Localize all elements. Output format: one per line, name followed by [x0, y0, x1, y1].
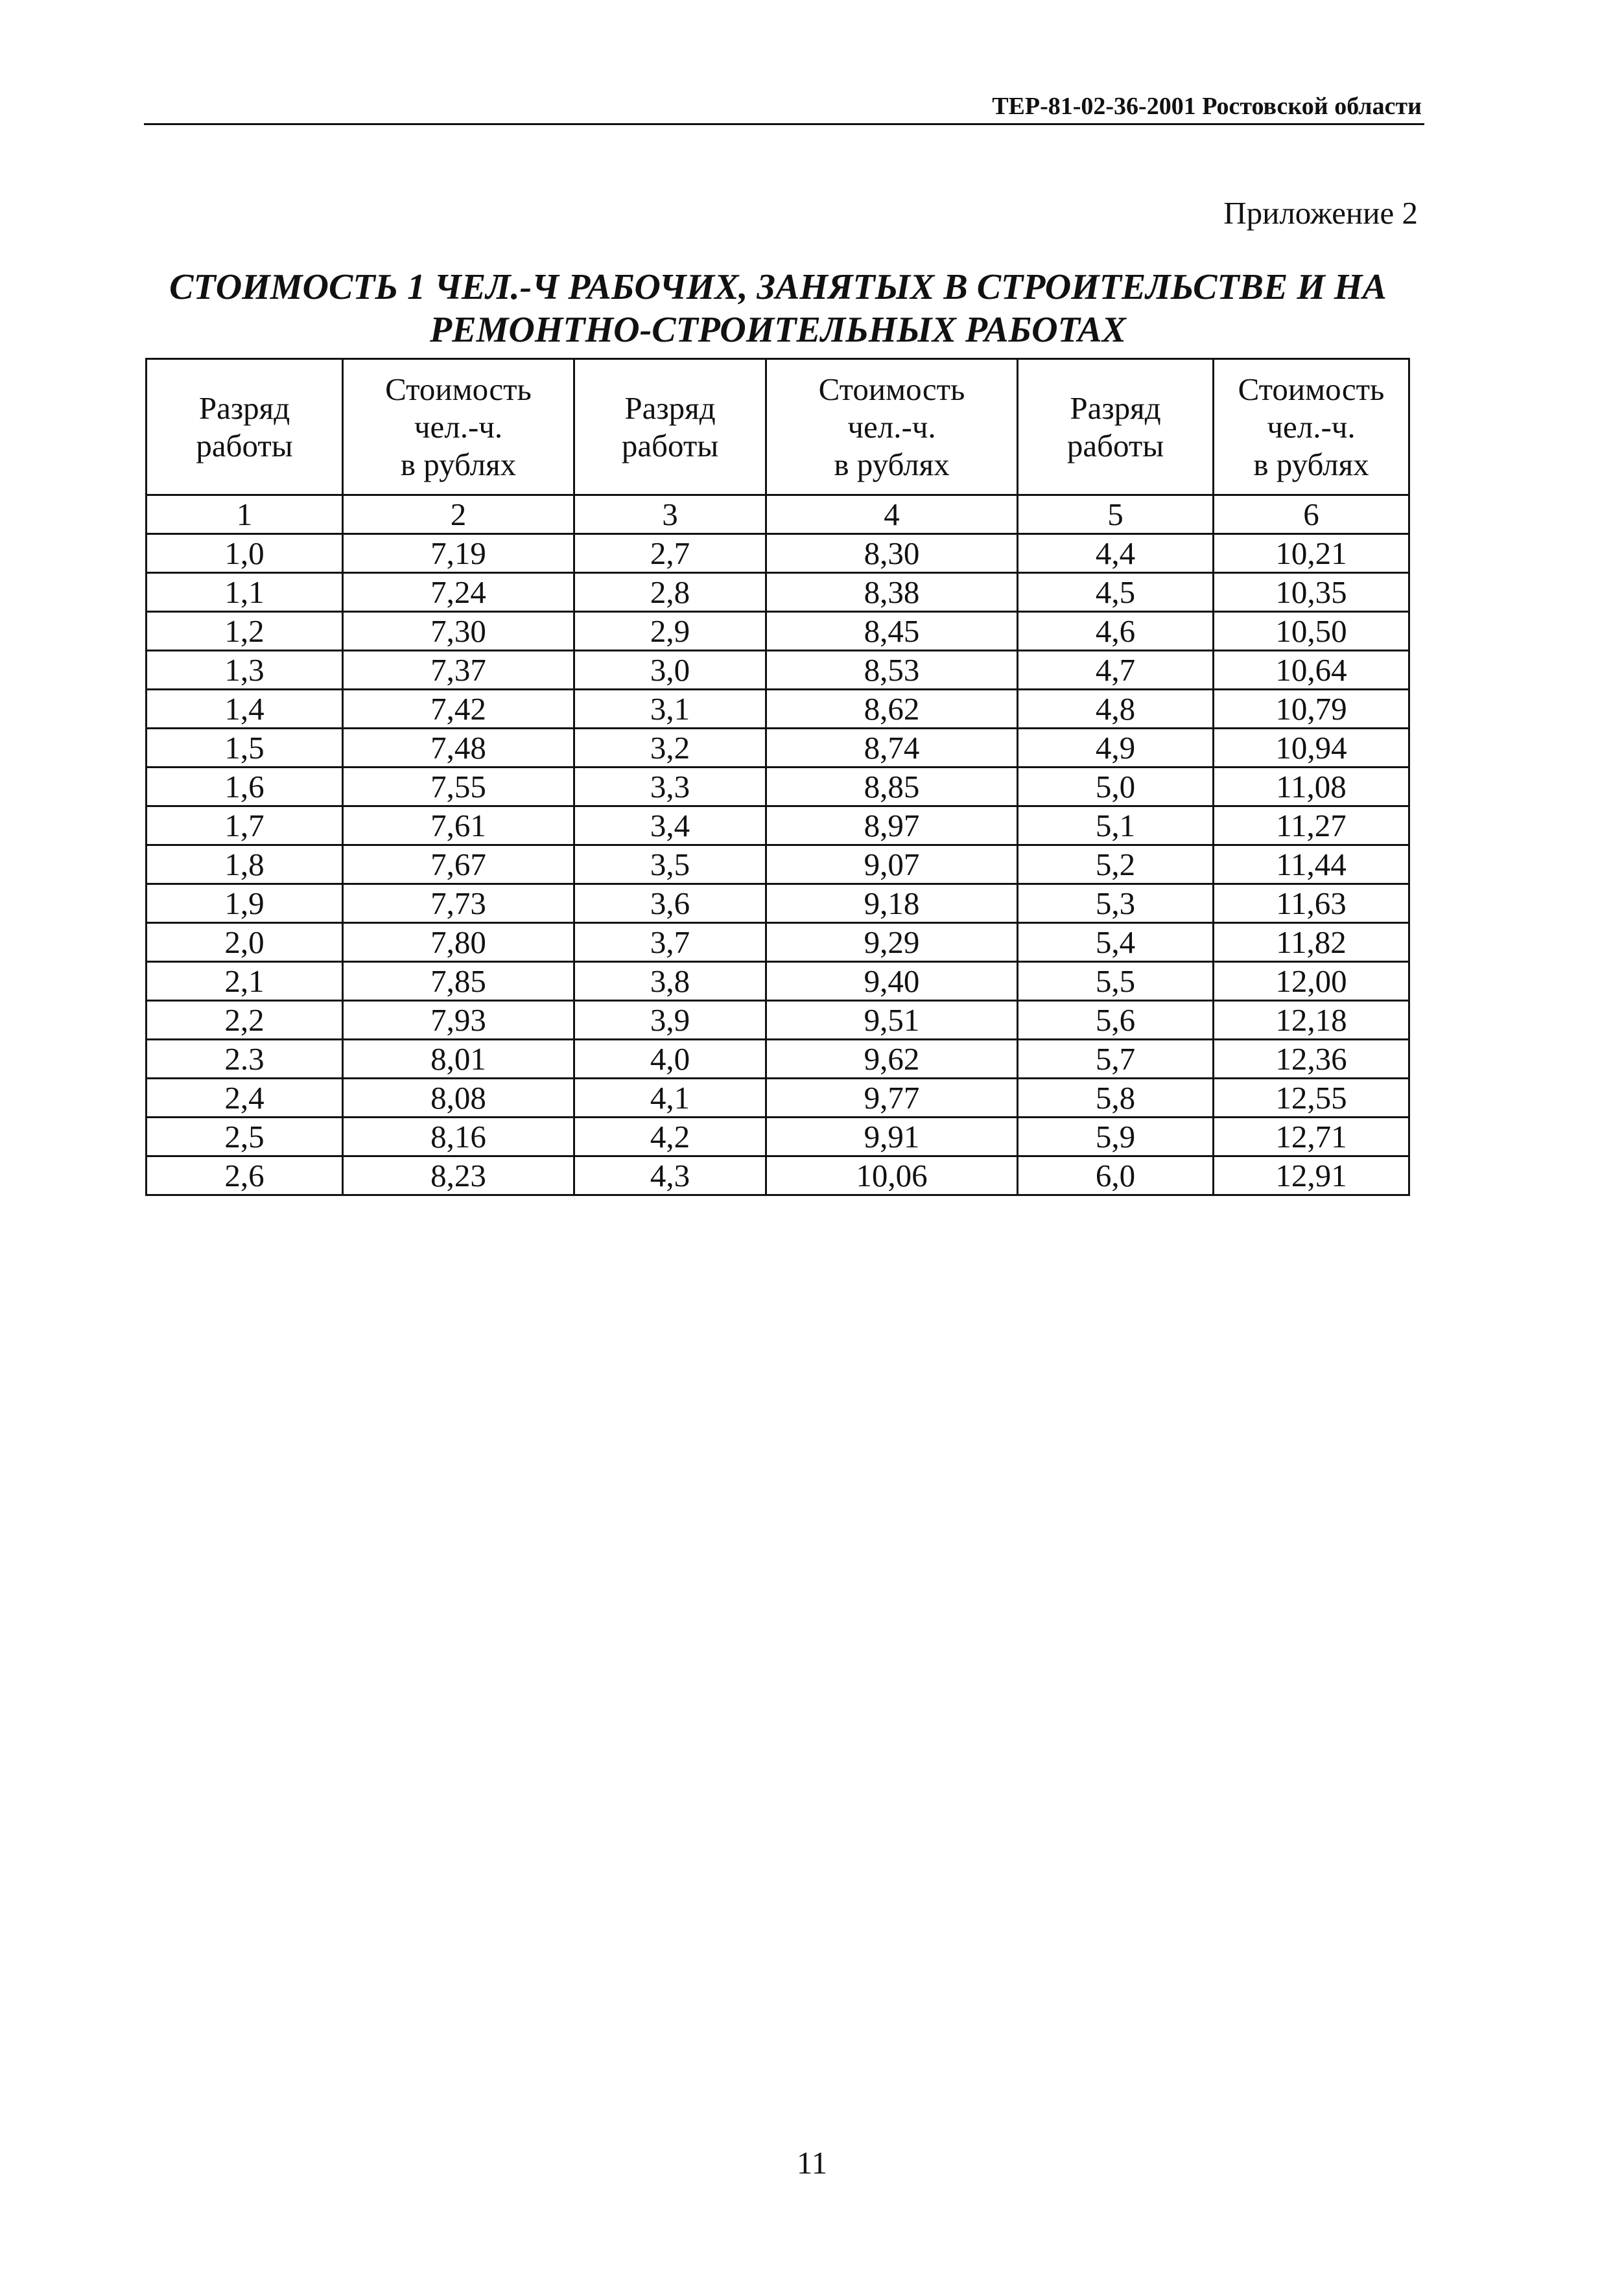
grade-cell: 3,7 — [574, 923, 766, 962]
cost-cell: 12,36 — [1214, 1040, 1409, 1079]
cost-cell: 7,93 — [343, 1001, 574, 1040]
grade-cell: 5,3 — [1018, 884, 1214, 923]
column-number: 2 — [343, 495, 574, 534]
cost-cell: 8,30 — [766, 534, 1018, 573]
cost-cell: 8,38 — [766, 573, 1018, 612]
cost-cell: 10,79 — [1214, 690, 1409, 729]
table-row — [147, 690, 1409, 729]
grade-cell: 3,5 — [574, 845, 766, 884]
cost-cell: 11,82 — [1214, 923, 1409, 962]
table-body — [147, 534, 1409, 1195]
column-number: 1 — [147, 495, 343, 534]
table-row — [147, 1118, 1409, 1156]
column-header — [766, 359, 1018, 495]
column-header-line: чел.-ч. — [1267, 408, 1356, 445]
page-number: 11 — [796, 2145, 828, 2181]
column-header — [1214, 359, 1409, 495]
cost-cell: 7,30 — [343, 612, 574, 651]
cost-cell: 7,55 — [343, 768, 574, 806]
table-row — [147, 884, 1409, 923]
cost-cell: 11,08 — [1214, 768, 1409, 806]
table-row — [147, 923, 1409, 962]
cost-cell: 9,18 — [766, 884, 1018, 923]
column-number: 3 — [574, 495, 766, 534]
grade-cell: 4,2 — [574, 1118, 766, 1156]
cost-cell: 8,74 — [766, 729, 1018, 768]
grade-cell: 5,4 — [1018, 923, 1214, 962]
column-header-line: Стоимость — [385, 371, 532, 407]
grade-cell: 5,1 — [1018, 806, 1214, 845]
grade-cell: 3,3 — [574, 768, 766, 806]
table-row — [147, 768, 1409, 806]
cost-cell: 8,85 — [766, 768, 1018, 806]
grade-cell: 4,7 — [1018, 651, 1214, 690]
grade-cell: 5,8 — [1018, 1079, 1214, 1118]
cost-cell: 9,07 — [766, 845, 1018, 884]
appendix-label: Приложение 2 — [1223, 195, 1418, 231]
table-row — [147, 534, 1409, 573]
column-header — [343, 359, 574, 495]
grade-cell: 1,9 — [147, 884, 343, 923]
cost-cell: 8,01 — [343, 1040, 574, 1079]
grade-cell: 1,1 — [147, 573, 343, 612]
cost-cell: 7,73 — [343, 884, 574, 923]
document-code: ТЕР-81-02-36-2001 Ростовской области — [992, 93, 1422, 120]
cost-cell: 10,50 — [1214, 612, 1409, 651]
grade-cell: 2,7 — [574, 534, 766, 573]
grade-cell: 1,2 — [147, 612, 343, 651]
grade-cell: 4,6 — [1018, 612, 1214, 651]
cost-cell: 8,53 — [766, 651, 1018, 690]
table-row — [147, 1079, 1409, 1118]
grade-cell: 2.3 — [147, 1040, 343, 1079]
cost-cell: 10,35 — [1214, 573, 1409, 612]
column-header-line: Разряд — [198, 390, 290, 426]
grade-cell: 5,0 — [1018, 768, 1214, 806]
column-number-row — [147, 495, 1409, 534]
grade-cell: 5,9 — [1018, 1118, 1214, 1156]
cost-cell: 11,27 — [1214, 806, 1409, 845]
cost-cell: 7,80 — [343, 923, 574, 962]
column-header-line: Стоимость — [818, 371, 965, 407]
cost-cell: 7,42 — [343, 690, 574, 729]
grade-cell: 1,4 — [147, 690, 343, 729]
column-header-line: работы — [196, 427, 293, 463]
table-row — [147, 1156, 1409, 1195]
grade-cell: 3,9 — [574, 1001, 766, 1040]
cost-cell: 8,45 — [766, 612, 1018, 651]
cost-cell: 11,44 — [1214, 845, 1409, 884]
cost-cell: 12,55 — [1214, 1079, 1409, 1118]
column-header-line: в рублях — [1253, 446, 1369, 482]
column-header-line: Разряд — [624, 390, 716, 426]
column-header — [1018, 359, 1214, 495]
grade-cell: 4,8 — [1018, 690, 1214, 729]
cost-cell: 12,00 — [1214, 962, 1409, 1001]
table-row — [147, 612, 1409, 651]
cost-cell: 8,16 — [343, 1118, 574, 1156]
column-header-line: чел.-ч. — [847, 408, 936, 445]
table-row — [147, 806, 1409, 845]
cost-cell: 9,91 — [766, 1118, 1018, 1156]
column-header-line: Стоимость — [1238, 371, 1385, 407]
column-header-line: работы — [1066, 427, 1164, 463]
title-line-2: РЕМОНТНО-СТРОИТЕЛЬНЫХ РАБОТАХ — [430, 310, 1126, 350]
labor-cost-table — [145, 358, 1410, 1196]
cost-cell: 8,23 — [343, 1156, 574, 1195]
cost-cell: 7,67 — [343, 845, 574, 884]
cost-cell: 7,48 — [343, 729, 574, 768]
grade-cell: 3,6 — [574, 884, 766, 923]
grade-cell: 1,8 — [147, 845, 343, 884]
cost-cell: 7,85 — [343, 962, 574, 1001]
cost-cell: 9,51 — [766, 1001, 1018, 1040]
grade-cell: 2,5 — [147, 1118, 343, 1156]
grade-cell: 3,1 — [574, 690, 766, 729]
grade-cell: 4,5 — [1018, 573, 1214, 612]
cost-cell: 9,77 — [766, 1079, 1018, 1118]
grade-cell: 2,2 — [147, 1001, 343, 1040]
cost-cell: 8,08 — [343, 1079, 574, 1118]
grade-cell: 1,3 — [147, 651, 343, 690]
grade-cell: 2,4 — [147, 1079, 343, 1118]
grade-cell: 1,5 — [147, 729, 343, 768]
page-header — [144, 83, 1424, 125]
cost-cell: 9,29 — [766, 923, 1018, 962]
grade-cell: 5,2 — [1018, 845, 1214, 884]
cost-cell: 12,71 — [1214, 1118, 1409, 1156]
column-number: 5 — [1018, 495, 1214, 534]
grade-cell: 3,4 — [574, 806, 766, 845]
column-header-line: чел.-ч. — [414, 408, 503, 445]
grade-cell: 2,0 — [147, 923, 343, 962]
grade-cell: 3,0 — [574, 651, 766, 690]
grade-cell: 3,2 — [574, 729, 766, 768]
cost-cell: 11,63 — [1214, 884, 1409, 923]
table-row — [147, 1040, 1409, 1079]
cost-cell: 12,91 — [1214, 1156, 1409, 1195]
table-row — [147, 962, 1409, 1001]
table-row — [147, 1001, 1409, 1040]
cost-cell: 7,24 — [343, 573, 574, 612]
cost-cell: 7,19 — [343, 534, 574, 573]
grade-cell: 2,6 — [147, 1156, 343, 1195]
grade-cell: 4,0 — [574, 1040, 766, 1079]
cost-cell: 10,21 — [1214, 534, 1409, 573]
table-row — [147, 573, 1409, 612]
table-header — [147, 359, 1409, 534]
grade-cell: 1,7 — [147, 806, 343, 845]
grade-cell: 4,4 — [1018, 534, 1214, 573]
column-number: 6 — [1214, 495, 1409, 534]
grade-cell: 3,8 — [574, 962, 766, 1001]
cost-cell: 9,40 — [766, 962, 1018, 1001]
cost-cell: 7,61 — [343, 806, 574, 845]
column-header — [147, 359, 343, 495]
grade-cell: 2,8 — [574, 573, 766, 612]
grade-cell: 4,1 — [574, 1079, 766, 1118]
grade-cell: 1,6 — [147, 768, 343, 806]
grade-cell: 6,0 — [1018, 1156, 1214, 1195]
grade-cell: 4,3 — [574, 1156, 766, 1195]
column-header-line: в рублях — [400, 446, 517, 482]
cost-cell: 12,18 — [1214, 1001, 1409, 1040]
header-row — [147, 359, 1409, 495]
cost-cell: 10,94 — [1214, 729, 1409, 768]
column-header-line: в рублях — [834, 446, 950, 482]
grade-cell: 4,9 — [1018, 729, 1214, 768]
grade-cell: 5,7 — [1018, 1040, 1214, 1079]
column-header-line: Разряд — [1070, 390, 1161, 426]
document-title — [136, 266, 1420, 351]
grade-cell: 2,1 — [147, 962, 343, 1001]
column-header-line: работы — [621, 427, 719, 463]
cost-cell: 8,62 — [766, 690, 1018, 729]
table-row — [147, 651, 1409, 690]
table-row — [147, 729, 1409, 768]
cost-cell: 7,37 — [343, 651, 574, 690]
title-line-1: СТОИМОСТЬ 1 ЧЕЛ.-Ч РАБОЧИХ, ЗАНЯТЫХ В СТРОИТЕЛЬСТВЕ И НА — [169, 267, 1387, 307]
grade-cell: 5,5 — [1018, 962, 1214, 1001]
cost-cell: 10,06 — [766, 1156, 1018, 1195]
column-number: 4 — [766, 495, 1018, 534]
grade-cell: 5,6 — [1018, 1001, 1214, 1040]
grade-cell: 2,9 — [574, 612, 766, 651]
column-header — [574, 359, 766, 495]
table-row — [147, 845, 1409, 884]
cost-cell: 8,97 — [766, 806, 1018, 845]
grade-cell: 1,0 — [147, 534, 343, 573]
cost-cell: 9,62 — [766, 1040, 1018, 1079]
cost-cell: 10,64 — [1214, 651, 1409, 690]
